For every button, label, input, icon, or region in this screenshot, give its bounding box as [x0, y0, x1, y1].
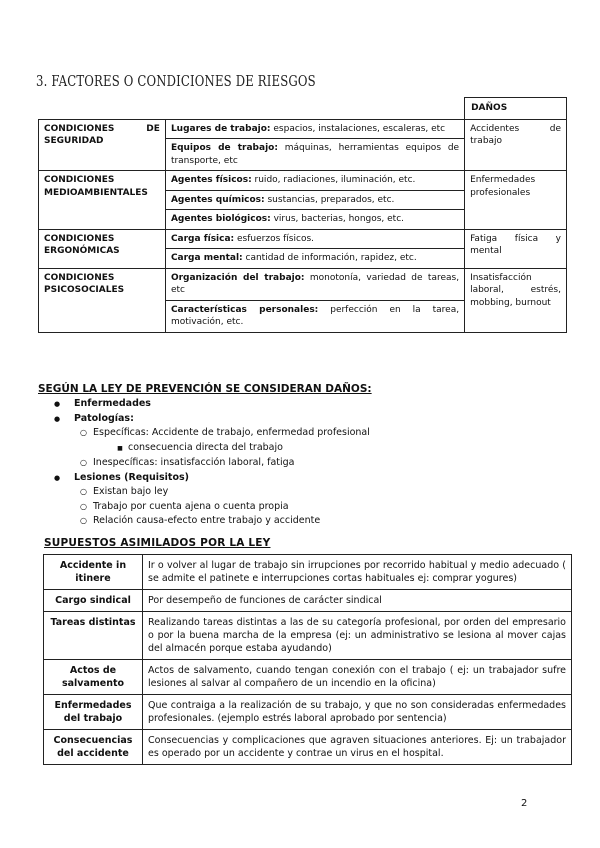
- damage-psicosociales: Insatisfacción laboral, estrés, mobbing, burnout: [465, 268, 567, 332]
- bullet-icon: ●: [53, 414, 61, 423]
- row-text: Ir o volver al lugar de trabajo sin irrupciones por recorrido habitual y medio adecuado ( se admite el patinete e interrupciones cortas habituales ej: comprar yogures): [143, 555, 572, 590]
- list-item: [40, 500, 370, 515]
- factor-cell: [165, 190, 464, 210]
- factor-label: Agentes químicos:: [170, 194, 265, 205]
- factor-label: Agentes físicos:: [170, 175, 252, 185]
- table-row: [44, 612, 572, 660]
- factor-cell: [165, 268, 464, 300]
- factor-label: Agentes biológicos:: [170, 214, 271, 224]
- table-header-row: [39, 98, 567, 120]
- page-title: 3. FACTORES O CONDICIONES DE RIESGOS: [36, 72, 316, 90]
- factor-label: Carga física:: [170, 233, 235, 244]
- table-row: [39, 119, 567, 139]
- supuestos-heading: SUPUESTOS ASIMILADOS POR LA LEY: [44, 537, 271, 549]
- square-bullet-icon: ■: [117, 444, 123, 452]
- factor-label: Organización del trabajo:: [170, 272, 305, 283]
- factor-text: virus, bacterias, hongos, etc.: [270, 214, 405, 224]
- row-text: Por desempeño de funciones de carácter sindical: [143, 590, 572, 612]
- table-row: [44, 590, 572, 612]
- list-item-text: Trabajo por cuenta ajena o cuenta propia: [93, 500, 289, 512]
- category-psicosociales: CONDICIONES PSICOSOCIALES: [39, 268, 166, 332]
- factor-label: Características personales:: [170, 304, 319, 315]
- damage-seguridad: Accidentes de trabajo: [465, 119, 567, 171]
- category-medioambientales: CONDICIONES MEDIOAMBIENTALES: [39, 171, 166, 230]
- table-row: [44, 730, 572, 765]
- factor-cell: [165, 139, 464, 171]
- list-item-text: Específicas: Accidente de trabajo, enfermedad profesional: [93, 427, 370, 438]
- table-row: [39, 268, 567, 300]
- list-item-text: consecuencia directa del trabajo: [128, 441, 283, 453]
- risk-factors-table: [38, 97, 567, 333]
- supuestos-table: [43, 554, 572, 765]
- damage-medioambientales: Enfermedades profesionales: [465, 171, 567, 230]
- list-item-text: Existan bajo ley: [93, 486, 169, 497]
- table-row: [44, 660, 572, 695]
- factor-text: perfección en la tarea, motivación, etc.: [170, 304, 460, 327]
- row-label: Accidente in itinere: [44, 555, 143, 590]
- factor-label: Lugares de trabajo:: [170, 123, 271, 134]
- bullet-icon: ●: [53, 400, 61, 408]
- factor-cell: [165, 249, 464, 269]
- row-label: Enfermedades del trabajo: [44, 695, 143, 730]
- row-text: Realizando tareas distintas a las de su categoría profesional, por orden del empresario o por la buena marcha de la empresa (ej: un administrativo se lesiona al mover cajas del almacén porque estaba ayudando): [143, 612, 572, 660]
- factor-text: monotonía, variedad de tareas, etc: [170, 272, 460, 295]
- factor-text: ruido, radiaciones, iluminación, etc.: [251, 175, 416, 185]
- table-row: [44, 555, 572, 590]
- row-label: Tareas distintas: [44, 612, 143, 660]
- list-item: [40, 485, 370, 500]
- header-empty-cell: [39, 98, 465, 120]
- list-item: [40, 397, 370, 412]
- circle-bullet-icon: ○: [80, 487, 87, 496]
- table-row: [44, 695, 572, 730]
- circle-bullet-icon: ○: [80, 428, 87, 437]
- row-label: Actos de salvamento: [44, 660, 143, 695]
- list-item: [40, 441, 370, 457]
- row-text: Que contraiga a la realización de su trabajo, y que no son consideradas enfermedades profesionales. (ejemplo estrés laboral aprobado por sentencia): [143, 695, 572, 730]
- factor-cell: [165, 171, 464, 191]
- table-row: [39, 171, 567, 191]
- damage-ergonomicas: Fatiga física y mental: [465, 229, 567, 268]
- table-row: [39, 229, 567, 249]
- list-item-text: Relación causa-efecto entre trabajo y accidente: [93, 515, 321, 526]
- factor-label: Equipos de trabajo:: [170, 143, 278, 153]
- factor-cell: [165, 119, 464, 139]
- factor-text: espacios, instalaciones, escaleras, etc: [270, 123, 446, 134]
- circle-bullet-icon: ○: [80, 458, 87, 467]
- factor-cell: [165, 210, 464, 230]
- page-number: 2: [521, 798, 528, 809]
- circle-bullet-icon: ○: [80, 501, 87, 511]
- list-item-text: Enfermedades: [74, 398, 151, 409]
- factor-text: máquinas, herramientas equipos de transporte, etc: [170, 143, 460, 166]
- row-text: Actos de salvamento, cuando tengan conexión con el trabajo ( ej: un trabajador sufre lesiones al salvar al compañero de un incendio en la oficina): [143, 660, 572, 695]
- list-item: [40, 412, 370, 427]
- damages-header: DAÑOS: [465, 98, 567, 120]
- factor-label: Carga mental:: [170, 253, 243, 263]
- list-item: [40, 426, 370, 441]
- law-heading: SEGÚN LA LEY DE PREVENCIÓN SE CONSIDERAN DAÑOS:: [38, 383, 372, 395]
- factor-cell: [165, 229, 464, 249]
- category-seguridad: CONDICIONES DE SEGURIDAD: [39, 119, 166, 171]
- row-text: Consecuencias y complicaciones que agraven situaciones anteriores. Ej: un trabajador es operado por un accidente y contrae un virus en el hospital.: [143, 730, 572, 765]
- list-item-text: Lesiones (Requisitos): [74, 471, 189, 483]
- circle-bullet-icon: ○: [80, 516, 87, 525]
- list-item-text: Patologías:: [74, 412, 134, 424]
- factor-cell: [165, 300, 464, 332]
- list-item: [40, 514, 370, 529]
- damages-list: [40, 397, 370, 529]
- list-item-text: Inespecíficas: insatisfacción laboral, fatiga: [93, 457, 295, 468]
- factor-text: esfuerzos físicos.: [234, 233, 314, 244]
- factor-text: cantidad de información, rapidez, etc.: [242, 253, 417, 263]
- list-item: [40, 456, 370, 471]
- list-item: [40, 471, 370, 486]
- bullet-icon: ●: [53, 473, 61, 482]
- factor-text: sustancias, preparados, etc.: [264, 194, 395, 205]
- category-ergonomicas: CONDICIONES ERGONÓMICAS: [39, 229, 166, 268]
- row-label: Consecuencias del accidente: [44, 730, 143, 765]
- row-label: Cargo sindical: [44, 590, 143, 612]
